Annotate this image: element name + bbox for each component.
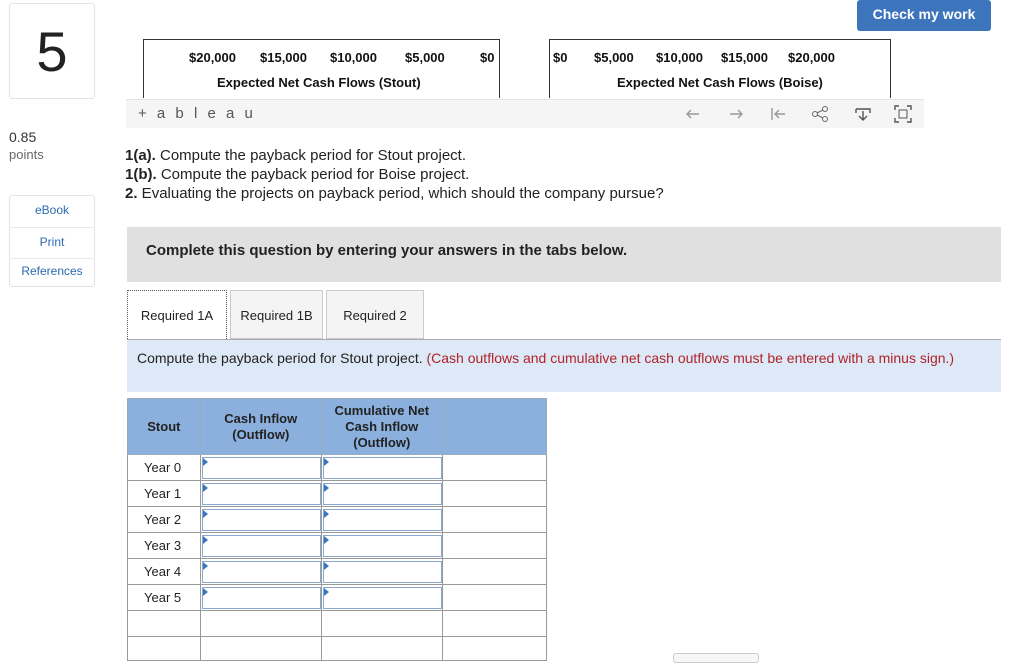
question-1a <box>125 147 466 164</box>
cumulative-input-year-4[interactable] <box>323 561 442 583</box>
stout-tick-5000: $5,000 <box>405 50 445 65</box>
revert-icon[interactable] <box>767 103 789 125</box>
boise-tick-5000: $5,000 <box>594 50 634 65</box>
col-header-cumulative: Cumulative Net Cash Inflow (Outflow) <box>321 399 442 455</box>
banner-text: Complete this question by entering your answers in the tabs below. <box>146 242 628 259</box>
redo-icon[interactable] <box>725 103 747 125</box>
question-1b <box>125 166 469 183</box>
print-link[interactable]: Print <box>39 235 65 249</box>
year-label: Year 1 <box>128 481 201 507</box>
boise-tick-0: $0 <box>553 50 568 65</box>
question-number: 5 <box>9 3 95 99</box>
stout-chart-axis <box>143 39 500 98</box>
stout-tick-10000: $10,000 <box>330 50 377 65</box>
instruction-note: (Cash outflows and cumulative net cash outflows must be entered with a minus sign.) <box>426 350 955 366</box>
question-2-number: 2. <box>125 185 138 202</box>
cash-inflow-input-year-0[interactable] <box>202 457 321 479</box>
table-row <box>128 559 547 585</box>
table-row <box>128 455 547 481</box>
points-label: points <box>9 147 44 162</box>
col-header-blank <box>442 399 546 455</box>
tableau-logo: + a b l e a u <box>138 105 256 122</box>
cumulative-input-year-3[interactable] <box>323 535 442 557</box>
table-row-blank <box>128 637 547 661</box>
tab-required-1b[interactable]: Required 1B <box>230 290 323 339</box>
cash-inflow-input-year-1[interactable] <box>202 483 321 505</box>
question-1a-number: 1(a). <box>125 147 156 164</box>
year-label: Year 5 <box>128 585 201 611</box>
tab-required-2[interactable]: Required 2 <box>326 290 424 339</box>
boise-tick-15000: $15,000 <box>721 50 768 65</box>
payback-table <box>127 398 547 661</box>
year-label: Year 3 <box>128 533 201 559</box>
question-1b-text: Compute the payback period for Boise project. <box>156 166 470 183</box>
stout-tick-0: $0 <box>480 50 495 65</box>
instruction-text <box>137 350 987 367</box>
instruction-banner <box>127 227 1001 282</box>
table-row <box>128 585 547 611</box>
table-row <box>128 533 547 559</box>
cash-inflow-input-year-2[interactable] <box>202 509 321 531</box>
table-row <box>128 507 547 533</box>
cumulative-input-year-0[interactable] <box>323 457 442 479</box>
cumulative-input-year-1[interactable] <box>323 483 442 505</box>
year-label: Year 4 <box>128 559 201 585</box>
cash-inflow-input-year-4[interactable] <box>202 561 321 583</box>
col-header-cash-inflow: Cash Inflow (Outflow) <box>200 399 321 455</box>
year-label: Year 2 <box>128 507 201 533</box>
divider <box>11 227 93 228</box>
table-row-blank <box>128 611 547 637</box>
question-2 <box>125 185 664 202</box>
stout-axis-title: Expected Net Cash Flows (Stout) <box>217 75 421 90</box>
divider <box>11 258 93 259</box>
ebook-link[interactable]: eBook <box>34 203 70 217</box>
share-icon[interactable] <box>809 103 831 125</box>
instruction-box <box>127 340 1001 392</box>
question-1b-number: 1(b). <box>125 166 157 183</box>
stout-tick-15000: $15,000 <box>260 50 307 65</box>
sidebar-links <box>9 195 95 287</box>
boise-chart-axis <box>549 39 891 98</box>
references-link[interactable]: References <box>21 264 83 278</box>
fullscreen-icon[interactable] <box>892 103 914 125</box>
question-2-text: Evaluating the projects on payback period, which should the company pursue? <box>137 185 664 202</box>
tab-required-1a[interactable]: Required 1A <box>127 290 227 339</box>
question-1a-text: Compute the payback period for Stout project. <box>155 147 467 164</box>
cumulative-input-year-5[interactable] <box>323 587 442 609</box>
boise-tick-20000: $20,000 <box>788 50 835 65</box>
stout-tick-20000: $20,000 <box>189 50 236 65</box>
cash-inflow-input-year-5[interactable] <box>202 587 321 609</box>
bottom-button-stub[interactable] <box>673 653 759 663</box>
instruction-main: Compute the payback period for Stout project. <box>137 350 427 366</box>
tableau-toolbar <box>126 99 924 128</box>
year-label: Year 0 <box>128 455 201 481</box>
check-my-work-button[interactable]: Check my work <box>857 0 991 31</box>
points-value: 0.85 <box>9 129 37 145</box>
cumulative-input-year-2[interactable] <box>323 509 442 531</box>
download-icon[interactable] <box>852 103 874 125</box>
col-header-stout: Stout <box>128 399 201 455</box>
boise-tick-10000: $10,000 <box>656 50 703 65</box>
table-row <box>128 481 547 507</box>
boise-axis-title: Expected Net Cash Flows (Boise) <box>617 75 823 90</box>
undo-icon[interactable] <box>682 103 704 125</box>
cash-inflow-input-year-3[interactable] <box>202 535 321 557</box>
